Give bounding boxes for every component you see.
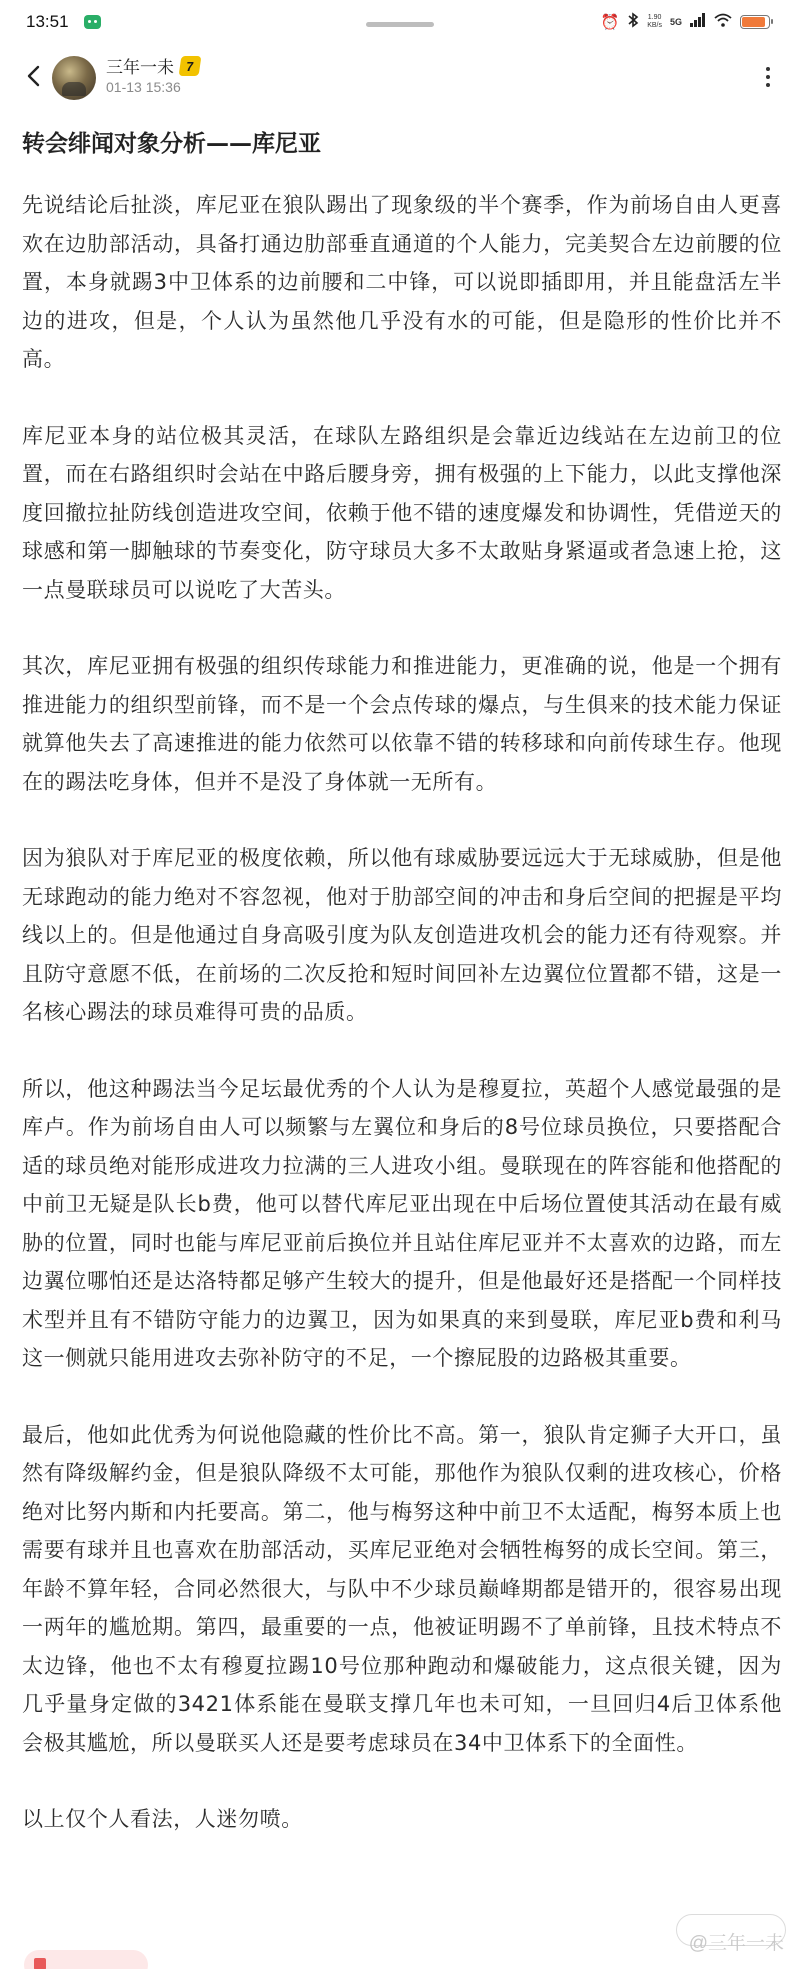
article-title: 转会绯闻对象分析——库尼亚 [22,131,321,157]
article-paragraph: 其次，库尼亚拥有极强的组织传球能力和推进能力，更准确的说，他是一个拥有推进能力的组织型前锋，而不是一个会点传球的爆点，与生俱来的技术能力保证就算他失去了高速推进的能力依然可以依靠不错的转移球和向前传球生存。他现在的踢法吃身体，但并不是没了身体就一无所有。 [22,654,782,794]
tag-icon [34,1958,46,1969]
net-speed [647,14,662,30]
wechat-icon [84,15,101,29]
wifi-icon [714,12,732,32]
user-name[interactable]: 三年一未 [106,58,174,78]
battery-cap [771,19,773,24]
status-icons [601,12,771,32]
article-paragraph: 先说结论后扯淡，库尼亚在狼队踢出了现象级的半个赛季，作为前场自由人更喜欢在边肋部活动，具备打通边肋部垂直通道的个人能力，完美契合左边前腰的位置，本身就踢3中卫体系的边前腰和二中锋，可以说即插即用，并且能盘活左半边的进攻，但是，个人认为虽然他几乎没有水的可能，但是隐形的性价比并不高。 [22,193,782,371]
more-dot [766,83,770,87]
article-body [22,186,782,1877]
status-time: 13:51 [26,12,69,31]
more-dot [766,75,770,79]
back-arrow-icon [25,64,43,88]
article-paragraph: 以上仅个人看法，人迷勿喷。 [22,1807,303,1831]
status-bar [0,0,800,44]
net-speed-value: 1.90 [647,14,662,21]
alarm-icon: ⏰ [600,13,620,31]
more-dot [766,67,770,71]
more-button[interactable] [756,62,780,92]
post-time: 01-13 15:36 [106,79,181,95]
back-button[interactable] [14,56,54,96]
notch-pill [366,22,434,27]
net-speed-unit: KB/s [647,22,662,29]
post-header [0,44,800,110]
signal-icon [690,12,706,32]
user-name-row [106,53,200,78]
battery-fill [742,17,765,27]
watermark: @三年一未 [688,1933,784,1954]
network-type: 5G [669,17,682,27]
article-paragraph: 最后，他如此优秀为何说他隐藏的性价比不高。第一，狼队肯定狮子大开口，虽然有降级解约金，但是狼队降级不太可能，那他作为狼队仅剩的进攻核心，价格绝对比努内斯和内托要高。第二，他与梅努这种中前卫不太适配，梅努本质上也需要有球并且也喜欢在肋部活动，买库尼亚绝对会牺牲梅努的成长空间。第三，年龄不算年轻，合同必然很大，与队中不少球员巅峰期都是错开的，很容易出现一两年的尴尬期。第四，最重要的一点，他被证明踢不了单前锋，且技术特点不太边锋，他也不太有穆夏拉踢10号位那种跑动和爆破能力，这点很关键，因为几乎量身定做的3421体系能在曼联支撑几年也未可知，一旦回归4后卫体系他会极其尴尬，所以曼联买人还是要考虑球员在34中卫体系下的全面性。 [22,1422,782,1755]
article-paragraph: 所以，他这种踢法当今足坛最优秀的个人认为是穆夏拉，英超个人感觉最强的是库卢。作为前场自由人可以频繁与左翼位和身后的8号位球员换位，只要搭配合适的球员绝对能形成进攻力拉满的三人进攻小组。曼联现在的阵容能和他搭配的中前卫无疑是队长b费，他可以替代库尼亚出现在中后场位置使其活动在最有威胁的位置，同时也能与库尼亚前后换位并且站住库尼亚并不太喜欢的边路，而左边翼位哪怕还是达洛特都足够产生较大的提升，但是他最好还是搭配一个同样技术型并且有不错防守能力的边翼卫，因为如果真的来到曼联，库尼亚b费和利马这一侧就只能用进攻去弥补防守的不足，一个擦屁股的边路极其重要。 [22,1076,782,1370]
avatar[interactable] [52,56,96,100]
battery-icon [740,15,770,29]
bluetooth-icon [627,12,639,33]
level-badge: 7 [179,56,202,76]
tag-chip[interactable] [24,1950,148,1969]
article-paragraph: 库尼亚本身的站位极其灵活，在球队左路组织是会靠近边线站在左边前卫的位置，而在右路组织时会站在中路后腰身旁，拥有极强的上下能力，以此支撑他深度回撤拉扯防线创造进攻空间，依赖于他不错的速度爆发和协调性，凭借逆天的球感和第一脚触球的节奏变化，防守球员大多不太敢贴身紧逼或者急速上抢，这一点曼联球员可以说吃了大苦头。 [22,423,782,602]
article-paragraph: 因为狼队对于库尼亚的极度依赖，所以他有球威胁要远远大于无球威胁，但是他无球跑动的能力绝对不容忽视，他对于肋部空间的冲击和身后空间的把握是平均线以上的。但是他通过自身高吸引度为队友创造进攻机会的能力还有待观察。并且防守意愿不低，在前场的二次反抢和短时间回补左边翼位位置都不错，这是一名核心踢法的球员难得可贵的品质。 [22,846,782,1024]
